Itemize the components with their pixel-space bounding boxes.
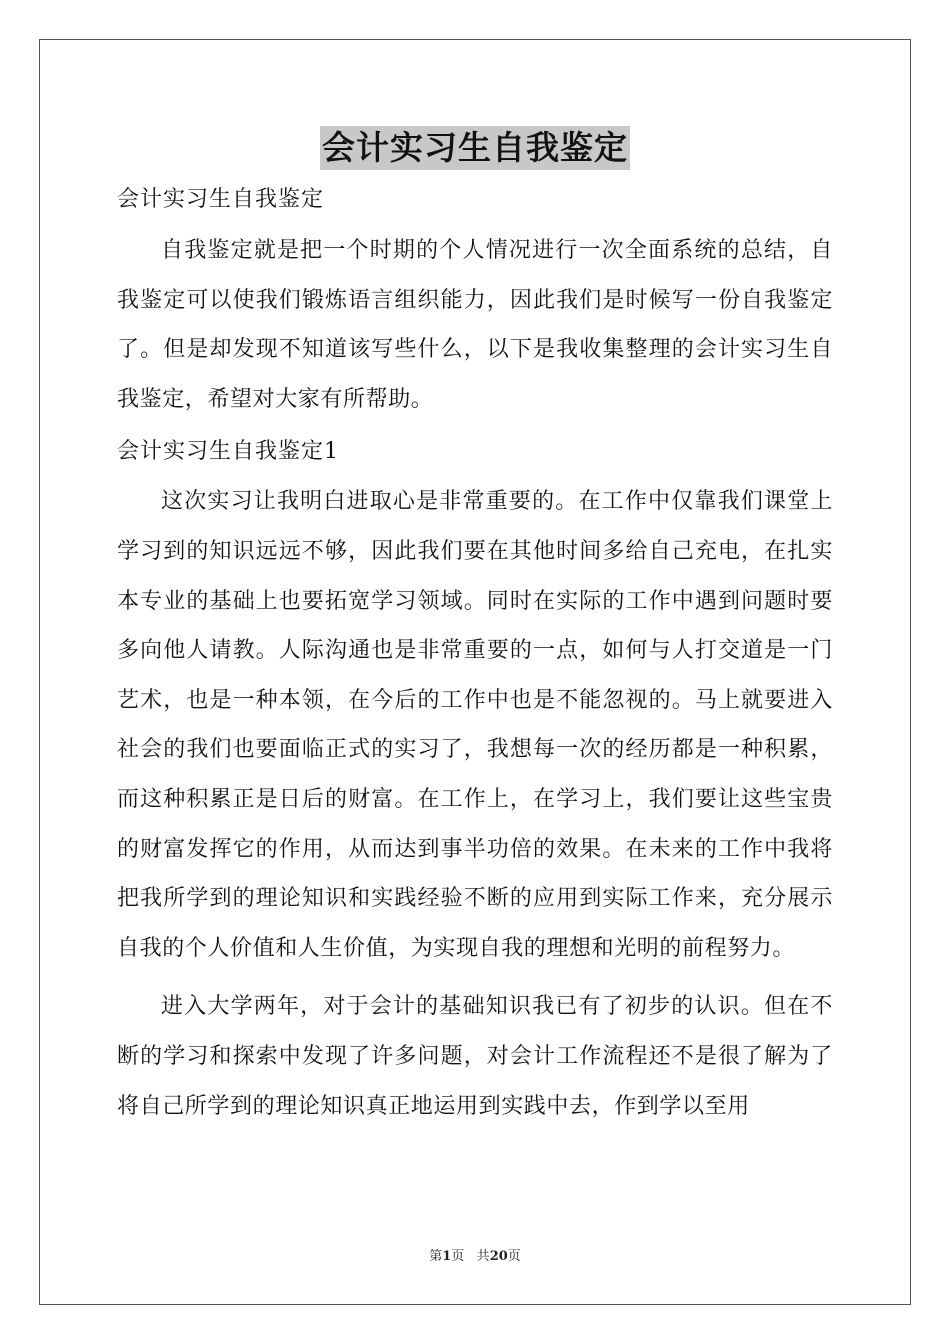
- footer-prefix: 第: [429, 1249, 443, 1264]
- document-body: [117, 180, 833, 1131]
- footer-total-prefix: 共: [476, 1249, 490, 1264]
- footer-total-suffix: 页: [507, 1249, 521, 1264]
- document-heading: 会计实习生自我鉴定: [117, 187, 325, 212]
- section1-paragraph-2: 进入大学两年，对于会计的基础知识我已有了初步的认识。但在不断的学习和探索中发现了许多问题，对会计工作流程还不是很了解为了将自己所学到的理论知识真正地运用到实践中去，作到学以至用: [117, 994, 833, 1119]
- page-footer: [0, 1245, 950, 1264]
- intro-paragraph: 自我鉴定就是把一个时期的个人情况进行一次全面系统的总结，自我鉴定可以使我们锻炼语言组织能力，因此我们是时候写一份自我鉴定了。但是却发现不知道该写些什么，以下是我收集整理的会计实习生自我鉴定，希望对大家有所帮助。: [117, 238, 833, 412]
- section-heading-1: 会计实习生自我鉴定1: [117, 439, 339, 465]
- title-container: [0, 126, 950, 170]
- footer-page-suffix: 页: [451, 1249, 465, 1264]
- section1-paragraph-1: 这次实习让我明白进取心是非常重要的。在工作中仅靠我们课堂上学习到的知识远远不够，因此我们要在其他时间多给自己充电，在扎实本专业的基础上也要拓宽学习领域。同时在实际的工作中遇到问题时要多向他人请教。人际沟通也是非常重要的一点，如何与人打交道是一门艺术，也是一种本领，在今后的工作中也是不能忽视的。马上就要进入社会的我们也要面临正式的实习了，我想每一次的经历都是一种积累，而这种积累正是日后的财富。在工作上，在学习上，我们要让这些宝贵的财富发挥它的作用，从而达到事半功倍的效果。在未来的工作中我将把我所学到的理论知识和实践经验不断的应用到实际工作来，充分展示自我的个人价值和人生价值，为实现自我的理想和光明的前程努力。: [117, 489, 833, 961]
- document-title: 会计实习生自我鉴定: [320, 126, 630, 170]
- total-pages: 20: [489, 1249, 508, 1264]
- current-page-number: 1: [442, 1249, 452, 1264]
